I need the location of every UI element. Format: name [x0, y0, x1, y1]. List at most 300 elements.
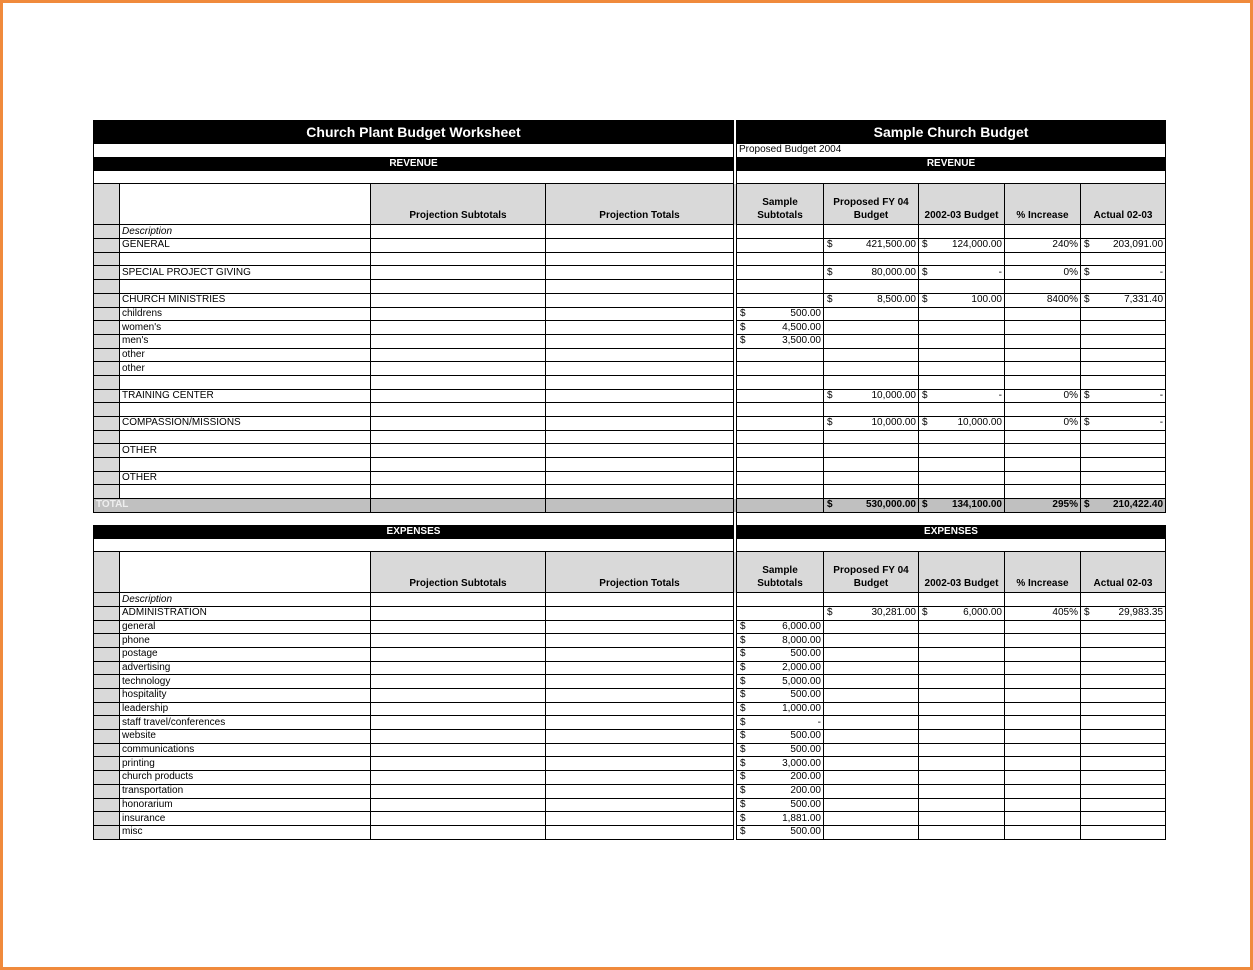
proposed-fy04-cell [824, 771, 919, 785]
projection-total-cell [546, 458, 734, 472]
table-row [94, 280, 1166, 294]
currency-sign: $ [827, 499, 833, 511]
amount: 500.00 [790, 689, 821, 701]
projection-total-cell [546, 321, 734, 335]
table-row [94, 634, 1166, 648]
projection-total-cell [546, 239, 734, 253]
proposed-fy04-cell [824, 389, 919, 403]
projection-subtotal-cell [371, 321, 546, 335]
projection-subtotal-cell [371, 634, 546, 648]
actual-0203-cell [1081, 606, 1166, 620]
pct-increase-cell [1005, 634, 1081, 648]
actual-0203-cell [1081, 730, 1166, 744]
projection-subtotal-cell [371, 252, 546, 266]
projection-subtotal-cell [371, 812, 546, 826]
currency-sign: $ [1084, 607, 1090, 619]
budget-0203-cell [919, 647, 1005, 661]
pct-increase-cell [1005, 334, 1081, 348]
pct-increase-cell [1005, 593, 1081, 607]
projection-total-cell [546, 606, 734, 620]
row-label [120, 430, 371, 444]
row-label: SPECIAL PROJECT GIVING [120, 266, 371, 280]
budget-0203-cell [919, 812, 1005, 826]
sample-subtotal-cell [737, 348, 824, 362]
projection-subtotal-cell [371, 239, 546, 253]
sample-subtotal-cell [737, 606, 824, 620]
amount: 7,331.40 [1124, 294, 1164, 306]
amount: - [1159, 389, 1164, 401]
row-index [94, 307, 120, 321]
index-header [94, 184, 120, 225]
row-index [94, 675, 120, 689]
actual-0203-cell [1081, 417, 1166, 431]
proposed-fy04-cell [824, 716, 919, 730]
sample-subtotal-cell [737, 798, 824, 812]
table-row [94, 825, 1166, 839]
row-index [94, 417, 120, 431]
row-index [94, 757, 120, 771]
budget-0203-cell [919, 362, 1005, 376]
index-header [94, 552, 120, 593]
projection-total-cell [546, 334, 734, 348]
amount: 3,500.00 [782, 335, 821, 347]
row-index [94, 348, 120, 362]
actual-0203-cell [1081, 798, 1166, 812]
currency-sign: $ [740, 771, 746, 783]
pct-increase-cell: 0% [1005, 417, 1081, 431]
row-index [94, 784, 120, 798]
pct-increase-cell [1005, 620, 1081, 634]
table-row [94, 620, 1166, 634]
budget-0203-cell [919, 252, 1005, 266]
projection-subtotal-cell [371, 307, 546, 321]
row-label [120, 485, 371, 499]
expenses-spacer [94, 538, 1166, 552]
table-row [94, 485, 1166, 499]
actual-0203-cell [1081, 757, 1166, 771]
row-label: technology [120, 675, 371, 689]
total-actual-0203 [1081, 499, 1166, 513]
proposed-fy04-cell [824, 280, 919, 294]
row-label: honorarium [120, 798, 371, 812]
projection-subtotal-cell [371, 771, 546, 785]
sample-subtotal-cell [737, 771, 824, 785]
budget-0203-cell [919, 471, 1005, 485]
projection-subtotal-cell [371, 606, 546, 620]
description-header [120, 184, 371, 225]
budget-0203-cell [919, 798, 1005, 812]
row-index [94, 661, 120, 675]
projection-subtotals-header: Projection Subtotals [371, 552, 546, 593]
projection-subtotal-cell [371, 661, 546, 675]
projection-subtotal-cell [371, 444, 546, 458]
row-index [94, 362, 120, 376]
currency-sign: $ [740, 689, 746, 701]
row-label [120, 280, 371, 294]
table-row [94, 375, 1166, 389]
pct-increase-cell: 0% [1005, 389, 1081, 403]
title-row [94, 121, 1166, 144]
proposed-fy04-cell [824, 321, 919, 335]
row-index [94, 620, 120, 634]
projection-total-cell [546, 825, 734, 839]
projection-subtotal-cell [371, 647, 546, 661]
table-row [94, 784, 1166, 798]
currency-sign: $ [922, 389, 928, 401]
row-index [94, 606, 120, 620]
table-row [94, 430, 1166, 444]
budget-0203-cell [919, 417, 1005, 431]
projection-total-cell [546, 417, 734, 431]
amount: 8,000.00 [782, 634, 821, 646]
proposed-fy04-cell [824, 634, 919, 648]
projection-total-cell [546, 675, 734, 689]
proposed-fy04-cell [824, 225, 919, 239]
projection-total-cell [546, 784, 734, 798]
sample-subtotal-cell [737, 403, 824, 417]
row-label: other [120, 362, 371, 376]
row-label [120, 375, 371, 389]
actual-0203-cell [1081, 812, 1166, 826]
proposed-fy04-cell [824, 430, 919, 444]
sample-subtotal-cell [737, 293, 824, 307]
amount: 4,500.00 [782, 321, 821, 333]
total-budget-0203 [919, 499, 1005, 513]
budget-0203-cell [919, 225, 1005, 239]
table-row [94, 647, 1166, 661]
projection-total-cell [546, 252, 734, 266]
currency-sign: $ [1084, 417, 1090, 429]
amount: 10,000.00 [871, 417, 916, 429]
currency-sign: $ [922, 294, 928, 306]
sample-subtotal-cell [737, 389, 824, 403]
projection-subtotal-cell [371, 593, 546, 607]
proposed-fy04-cell [824, 825, 919, 839]
table-row [94, 458, 1166, 472]
projection-total-cell [546, 293, 734, 307]
budget-0203-cell [919, 606, 1005, 620]
row-label: hospitality [120, 689, 371, 703]
pct-increase-cell [1005, 280, 1081, 294]
row-label: transportation [120, 784, 371, 798]
currency-sign: $ [1084, 499, 1090, 511]
row-index [94, 689, 120, 703]
budget-0203-cell [919, 743, 1005, 757]
row-label: phone [120, 634, 371, 648]
actual-0203-cell [1081, 743, 1166, 757]
sample-subtotal-cell [737, 417, 824, 431]
sample-subtotal-cell [737, 593, 824, 607]
amount: - [1159, 266, 1164, 278]
left-title: Church Plant Budget Worksheet [94, 121, 734, 144]
actual-0203-cell [1081, 702, 1166, 716]
projection-subtotal-cell [371, 417, 546, 431]
row-index [94, 593, 120, 607]
table-row [94, 675, 1166, 689]
pct-increase-cell: 8400% [1005, 293, 1081, 307]
currency-sign: $ [922, 417, 928, 429]
actual-0203-cell [1081, 430, 1166, 444]
projection-total-cell [546, 375, 734, 389]
amount: - [998, 266, 1002, 278]
amount: 421,500.00 [865, 239, 916, 251]
revenue-bar [94, 157, 1166, 170]
pct-increase-cell [1005, 716, 1081, 730]
section-gap-row [94, 512, 1166, 525]
row-label: TRAINING CENTER [120, 389, 371, 403]
budget-0203-cell [919, 634, 1005, 648]
projection-subtotal-cell [371, 743, 546, 757]
row-index [94, 771, 120, 785]
projection-total-cell [546, 757, 734, 771]
currency-sign: $ [740, 703, 746, 715]
currency-sign: $ [740, 620, 746, 632]
budget-0203-cell [919, 307, 1005, 321]
proposed-fy04-cell [824, 689, 919, 703]
proposed-fy04-cell [824, 252, 919, 266]
currency-sign: $ [827, 417, 833, 429]
proposed-fy04-cell [824, 702, 919, 716]
currency-sign: $ [740, 648, 746, 660]
projection-subtotal-cell [371, 362, 546, 376]
projection-total-cell [546, 730, 734, 744]
amount: 10,000.00 [957, 417, 1002, 429]
sample-subtotal-cell [737, 757, 824, 771]
description-header [120, 552, 371, 593]
table-row [94, 730, 1166, 744]
currency-sign: $ [740, 661, 746, 673]
projection-total-cell [546, 702, 734, 716]
budget-0203-cell [919, 689, 1005, 703]
table-row [94, 293, 1166, 307]
projection-total-cell [546, 225, 734, 239]
amount: 500.00 [790, 307, 821, 319]
table-row [94, 417, 1166, 431]
amount: 3,000.00 [782, 757, 821, 769]
currency-sign: $ [1084, 389, 1090, 401]
amount: 5,000.00 [782, 675, 821, 687]
projection-subtotal-cell [371, 689, 546, 703]
amount: 200.00 [790, 785, 821, 797]
row-index [94, 444, 120, 458]
budget-0203-cell [919, 485, 1005, 499]
amount: 10,000.00 [871, 389, 916, 401]
row-index [94, 375, 120, 389]
budget-0203-cell [919, 771, 1005, 785]
currency-sign: $ [827, 607, 833, 619]
row-label: printing [120, 757, 371, 771]
pct-increase-cell [1005, 458, 1081, 472]
amount: 500.00 [790, 744, 821, 756]
currency-sign: $ [740, 335, 746, 347]
pct-increase-cell [1005, 348, 1081, 362]
pct-increase-cell [1005, 485, 1081, 499]
amount: 200.00 [790, 771, 821, 783]
currency-sign: $ [827, 266, 833, 278]
currency-sign: $ [740, 812, 746, 824]
table-row [94, 334, 1166, 348]
projection-totals-header: Projection Totals [546, 552, 734, 593]
actual-0203-cell [1081, 252, 1166, 266]
proposed-fy04-cell [824, 471, 919, 485]
sample-subtotal-cell [737, 661, 824, 675]
revenue-heading-right: REVENUE [737, 157, 1166, 170]
budget-worksheet [93, 120, 1166, 840]
row-index [94, 485, 120, 499]
proposed-fy04-cell [824, 444, 919, 458]
projection-subtotal-cell [371, 730, 546, 744]
projection-subtotal-cell [371, 293, 546, 307]
amount: 8,500.00 [877, 294, 916, 306]
amount: 6,000.00 [963, 607, 1002, 619]
sample-subtotal-cell [737, 430, 824, 444]
currency-sign: $ [740, 716, 746, 728]
row-index [94, 293, 120, 307]
actual-0203-header: Actual 02-03 [1081, 552, 1166, 593]
currency-sign: $ [740, 785, 746, 797]
projection-subtotal-cell [371, 757, 546, 771]
proposed-fy04-cell [824, 375, 919, 389]
expenses-bar [94, 525, 1166, 538]
amount: 500.00 [790, 730, 821, 742]
proposed-fy04-cell [824, 485, 919, 499]
pct-increase-cell [1005, 471, 1081, 485]
actual-0203-cell [1081, 485, 1166, 499]
proposed-fy04-cell [824, 606, 919, 620]
budget-0203-cell [919, 784, 1005, 798]
row-index [94, 266, 120, 280]
table-row [94, 716, 1166, 730]
total-label: TOTAL [94, 499, 371, 513]
budget-0203-cell [919, 593, 1005, 607]
projection-total-cell [546, 485, 734, 499]
table-row [94, 389, 1166, 403]
table-row [94, 771, 1166, 785]
currency-sign: $ [922, 239, 928, 251]
projection-total-cell [546, 661, 734, 675]
pct-increase-cell [1005, 825, 1081, 839]
actual-0203-cell [1081, 661, 1166, 675]
actual-0203-cell [1081, 280, 1166, 294]
sample-subtotal-cell [737, 239, 824, 253]
pct-increase-cell [1005, 403, 1081, 417]
row-index [94, 730, 120, 744]
sample-subtotal-cell [737, 375, 824, 389]
actual-0203-cell [1081, 689, 1166, 703]
pct-increase-cell [1005, 430, 1081, 444]
row-index [94, 458, 120, 472]
total-row [94, 499, 1166, 513]
table-row [94, 225, 1166, 239]
amount: 134,100.00 [951, 499, 1002, 511]
actual-0203-cell [1081, 321, 1166, 335]
row-label: Description [120, 593, 371, 607]
budget-0203-cell [919, 348, 1005, 362]
sample-subtotal-cell [737, 689, 824, 703]
budget-0203-cell [919, 716, 1005, 730]
table-row [94, 812, 1166, 826]
actual-0203-cell [1081, 293, 1166, 307]
pct-increase-cell [1005, 702, 1081, 716]
total-pct-increase: 295% [1005, 499, 1081, 513]
revenue-heading-left: REVENUE [94, 157, 734, 170]
proposed-fy04-cell [824, 417, 919, 431]
row-label: women's [120, 321, 371, 335]
sample-subtotal-cell [737, 334, 824, 348]
row-label [120, 252, 371, 266]
currency-sign: $ [922, 607, 928, 619]
projection-subtotal-cell [371, 620, 546, 634]
actual-0203-cell [1081, 307, 1166, 321]
row-index [94, 239, 120, 253]
revenue-header-row [94, 184, 1166, 225]
row-index [94, 825, 120, 839]
budget-0203-cell [919, 430, 1005, 444]
sample-subtotal-cell [737, 702, 824, 716]
table-row [94, 606, 1166, 620]
projection-subtotal-cell [371, 334, 546, 348]
expenses-heading-right: EXPENSES [737, 525, 1166, 538]
sample-subtotal-cell [737, 825, 824, 839]
amount: - [1159, 417, 1164, 429]
projection-total-cell [546, 647, 734, 661]
pct-increase-cell [1005, 689, 1081, 703]
currency-sign: $ [740, 321, 746, 333]
budget-0203-header: 2002-03 Budget [919, 552, 1005, 593]
row-label: OTHER [120, 444, 371, 458]
row-index [94, 430, 120, 444]
proposed-fy04-header: Proposed FY 04 Budget [824, 184, 919, 225]
amount: 210,422.40 [1112, 499, 1164, 511]
projection-total-cell [546, 280, 734, 294]
pct-increase-cell [1005, 362, 1081, 376]
row-label: CHURCH MINISTRIES [120, 293, 371, 307]
sample-subtotals-header: Sample Subtotals [737, 184, 824, 225]
currency-sign: $ [1084, 266, 1090, 278]
projection-subtotal-cell [371, 798, 546, 812]
pct-increase-cell [1005, 307, 1081, 321]
proposed-fy04-cell [824, 334, 919, 348]
currency-sign: $ [740, 675, 746, 687]
proposed-fy04-cell [824, 620, 919, 634]
pct-increase-cell [1005, 771, 1081, 785]
pct-increase-cell [1005, 743, 1081, 757]
row-index [94, 280, 120, 294]
row-label [120, 403, 371, 417]
sample-subtotal-cell [737, 620, 824, 634]
actual-0203-cell [1081, 239, 1166, 253]
currency-sign: $ [827, 294, 833, 306]
actual-0203-cell [1081, 444, 1166, 458]
currency-sign: $ [827, 389, 833, 401]
sample-subtotal-cell [737, 812, 824, 826]
currency-sign: $ [740, 307, 746, 319]
budget-0203-cell [919, 730, 1005, 744]
currency-sign: $ [1084, 294, 1090, 306]
projection-subtotal-cell [371, 225, 546, 239]
pct-increase-cell [1005, 675, 1081, 689]
projection-total-cell [546, 798, 734, 812]
table-row [94, 444, 1166, 458]
projection-subtotal-cell [371, 716, 546, 730]
projection-subtotal-cell [371, 825, 546, 839]
amount: 80,000.00 [871, 266, 916, 278]
pct-increase-header: % Increase [1005, 184, 1081, 225]
sample-subtotal-cell [737, 675, 824, 689]
actual-0203-cell [1081, 362, 1166, 376]
sample-subtotal-cell [737, 716, 824, 730]
amount: 1,881.00 [782, 812, 821, 824]
